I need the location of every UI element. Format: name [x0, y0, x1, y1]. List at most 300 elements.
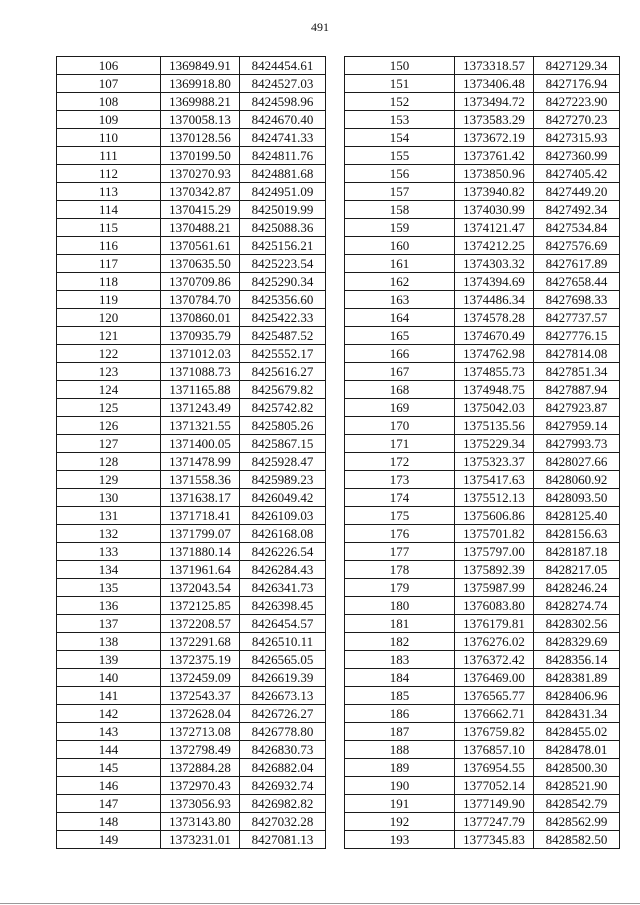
table-row	[57, 273, 326, 291]
x-coordinate-cell: 1372375.19	[161, 651, 240, 669]
y-coordinate-cell: 8425989.23	[240, 471, 326, 489]
point-number-cell: 118	[57, 273, 161, 291]
x-coordinate-cell: 1373231.01	[161, 831, 240, 849]
y-coordinate-cell: 8428246.24	[534, 579, 620, 597]
point-number-cell: 175	[345, 507, 455, 525]
point-number-cell: 160	[345, 237, 455, 255]
x-coordinate-cell: 1374394.69	[455, 273, 534, 291]
x-coordinate-cell: 1370415.29	[161, 201, 240, 219]
point-number-cell: 117	[57, 255, 161, 273]
x-coordinate-cell: 1377345.83	[455, 831, 534, 849]
table-row	[57, 219, 326, 237]
table-row	[345, 417, 620, 435]
point-number-cell: 115	[57, 219, 161, 237]
point-number-cell: 146	[57, 777, 161, 795]
x-coordinate-cell: 1373850.96	[455, 165, 534, 183]
x-coordinate-cell: 1370342.87	[161, 183, 240, 201]
x-coordinate-cell: 1373761.42	[455, 147, 534, 165]
table-row	[345, 705, 620, 723]
table-row	[57, 93, 326, 111]
point-number-cell: 128	[57, 453, 161, 471]
point-number-cell: 119	[57, 291, 161, 309]
point-number-cell: 183	[345, 651, 455, 669]
point-number-cell: 116	[57, 237, 161, 255]
table-row	[345, 471, 620, 489]
point-number-cell: 126	[57, 417, 161, 435]
y-coordinate-cell: 8428125.40	[534, 507, 620, 525]
y-coordinate-cell: 8427814.08	[534, 345, 620, 363]
y-coordinate-cell: 8425679.82	[240, 381, 326, 399]
x-coordinate-cell: 1375987.99	[455, 579, 534, 597]
table-row	[57, 561, 326, 579]
x-coordinate-cell: 1377052.14	[455, 777, 534, 795]
y-coordinate-cell: 8425552.17	[240, 345, 326, 363]
y-coordinate-cell: 8428381.89	[534, 669, 620, 687]
x-coordinate-cell: 1371165.88	[161, 381, 240, 399]
x-coordinate-cell: 1370199.50	[161, 147, 240, 165]
x-coordinate-cell: 1376276.02	[455, 633, 534, 651]
point-number-cell: 153	[345, 111, 455, 129]
table-row	[57, 201, 326, 219]
table-row	[57, 507, 326, 525]
table-row	[57, 525, 326, 543]
table-row	[345, 75, 620, 93]
x-coordinate-cell: 1371558.36	[161, 471, 240, 489]
x-coordinate-cell: 1372543.37	[161, 687, 240, 705]
point-number-cell: 121	[57, 327, 161, 345]
point-number-cell: 107	[57, 75, 161, 93]
y-coordinate-cell: 8427270.23	[534, 111, 620, 129]
x-coordinate-cell: 1376372.42	[455, 651, 534, 669]
point-number-cell: 178	[345, 561, 455, 579]
x-coordinate-cell: 1372798.49	[161, 741, 240, 759]
y-coordinate-cell: 8428356.14	[534, 651, 620, 669]
y-coordinate-cell: 8426565.05	[240, 651, 326, 669]
y-coordinate-cell: 8428521.90	[534, 777, 620, 795]
x-coordinate-cell: 1376179.81	[455, 615, 534, 633]
point-number-cell: 182	[345, 633, 455, 651]
point-number-cell: 141	[57, 687, 161, 705]
point-number-cell: 166	[345, 345, 455, 363]
x-coordinate-cell: 1369988.21	[161, 93, 240, 111]
table-row	[57, 759, 326, 777]
y-coordinate-cell: 8424811.76	[240, 147, 326, 165]
table-row	[345, 561, 620, 579]
point-number-cell: 140	[57, 669, 161, 687]
point-number-cell: 187	[345, 723, 455, 741]
x-coordinate-cell: 1371638.17	[161, 489, 240, 507]
y-coordinate-cell: 8426284.43	[240, 561, 326, 579]
x-coordinate-cell: 1370935.79	[161, 327, 240, 345]
point-number-cell: 120	[57, 309, 161, 327]
point-number-cell: 155	[345, 147, 455, 165]
point-number-cell: 159	[345, 219, 455, 237]
point-number-cell: 157	[345, 183, 455, 201]
x-coordinate-cell: 1373406.48	[455, 75, 534, 93]
point-number-cell: 161	[345, 255, 455, 273]
x-coordinate-cell: 1370561.61	[161, 237, 240, 255]
point-number-cell: 172	[345, 453, 455, 471]
y-coordinate-cell: 8424741.33	[240, 129, 326, 147]
x-coordinate-cell: 1374030.99	[455, 201, 534, 219]
y-coordinate-cell: 8427923.87	[534, 399, 620, 417]
y-coordinate-cell: 8427658.44	[534, 273, 620, 291]
x-coordinate-cell: 1373583.29	[455, 111, 534, 129]
y-coordinate-cell: 8427315.93	[534, 129, 620, 147]
table-row	[57, 723, 326, 741]
table-row	[345, 219, 620, 237]
y-coordinate-cell: 8426830.73	[240, 741, 326, 759]
point-number-cell: 186	[345, 705, 455, 723]
table-row	[345, 255, 620, 273]
y-coordinate-cell: 8426168.08	[240, 525, 326, 543]
table-row	[345, 381, 620, 399]
y-coordinate-cell: 8428093.50	[534, 489, 620, 507]
x-coordinate-cell: 1376565.77	[455, 687, 534, 705]
y-coordinate-cell: 8428406.96	[534, 687, 620, 705]
table-row	[345, 633, 620, 651]
y-coordinate-cell: 8426673.13	[240, 687, 326, 705]
x-coordinate-cell: 1371718.41	[161, 507, 240, 525]
table-row	[57, 741, 326, 759]
point-number-cell: 125	[57, 399, 161, 417]
point-number-cell: 122	[57, 345, 161, 363]
x-coordinate-cell: 1369918.80	[161, 75, 240, 93]
y-coordinate-cell: 8427405.42	[534, 165, 620, 183]
x-coordinate-cell: 1370488.21	[161, 219, 240, 237]
table-row	[345, 57, 620, 75]
table-row	[57, 381, 326, 399]
point-number-cell: 165	[345, 327, 455, 345]
y-coordinate-cell: 8428562.99	[534, 813, 620, 831]
x-coordinate-cell: 1375229.34	[455, 435, 534, 453]
y-coordinate-cell: 8424670.40	[240, 111, 326, 129]
x-coordinate-cell: 1372291.68	[161, 633, 240, 651]
point-number-cell: 110	[57, 129, 161, 147]
x-coordinate-cell: 1376857.10	[455, 741, 534, 759]
table-row	[57, 543, 326, 561]
point-number-cell: 162	[345, 273, 455, 291]
y-coordinate-cell: 8426982.82	[240, 795, 326, 813]
y-coordinate-cell: 8427993.73	[534, 435, 620, 453]
x-coordinate-cell: 1371088.73	[161, 363, 240, 381]
point-number-cell: 149	[57, 831, 161, 849]
point-number-cell: 150	[345, 57, 455, 75]
y-coordinate-cell: 8427617.89	[534, 255, 620, 273]
x-coordinate-cell: 1370128.56	[161, 129, 240, 147]
x-coordinate-cell: 1373056.93	[161, 795, 240, 813]
point-number-cell: 151	[345, 75, 455, 93]
point-number-cell: 123	[57, 363, 161, 381]
y-coordinate-cell: 8427223.90	[534, 93, 620, 111]
x-coordinate-cell: 1375606.86	[455, 507, 534, 525]
point-number-cell: 163	[345, 291, 455, 309]
y-coordinate-cell: 8425156.21	[240, 237, 326, 255]
table-row	[345, 273, 620, 291]
x-coordinate-cell: 1369849.91	[161, 57, 240, 75]
y-coordinate-cell: 8426226.54	[240, 543, 326, 561]
table-row	[57, 597, 326, 615]
table-row	[345, 813, 620, 831]
x-coordinate-cell: 1370784.70	[161, 291, 240, 309]
x-coordinate-cell: 1371243.49	[161, 399, 240, 417]
y-coordinate-cell: 8425487.52	[240, 327, 326, 345]
point-number-cell: 133	[57, 543, 161, 561]
x-coordinate-cell: 1370635.50	[161, 255, 240, 273]
y-coordinate-cell: 8428156.63	[534, 525, 620, 543]
x-coordinate-cell: 1375323.37	[455, 453, 534, 471]
table-row	[57, 363, 326, 381]
y-coordinate-cell: 8427449.20	[534, 183, 620, 201]
y-coordinate-cell: 8428060.92	[534, 471, 620, 489]
table-row	[57, 831, 326, 849]
table-row	[57, 453, 326, 471]
x-coordinate-cell: 1372713.08	[161, 723, 240, 741]
table-row	[57, 327, 326, 345]
x-coordinate-cell: 1372208.57	[161, 615, 240, 633]
x-coordinate-cell: 1376083.80	[455, 597, 534, 615]
table-row	[345, 93, 620, 111]
table-row	[345, 507, 620, 525]
x-coordinate-cell: 1375797.00	[455, 543, 534, 561]
point-number-cell: 139	[57, 651, 161, 669]
point-number-cell: 148	[57, 813, 161, 831]
point-number-cell: 171	[345, 435, 455, 453]
x-coordinate-cell: 1370860.01	[161, 309, 240, 327]
point-number-cell: 164	[345, 309, 455, 327]
x-coordinate-cell: 1373318.57	[455, 57, 534, 75]
page-number: 491	[311, 20, 329, 34]
point-number-cell: 124	[57, 381, 161, 399]
y-coordinate-cell: 8425088.36	[240, 219, 326, 237]
table-row	[345, 723, 620, 741]
table-row	[345, 543, 620, 561]
point-number-cell: 189	[345, 759, 455, 777]
table-row	[345, 291, 620, 309]
y-coordinate-cell: 8426726.27	[240, 705, 326, 723]
table-row	[345, 597, 620, 615]
y-coordinate-cell: 8424951.09	[240, 183, 326, 201]
x-coordinate-cell: 1374670.49	[455, 327, 534, 345]
point-number-cell: 152	[345, 93, 455, 111]
point-number-cell: 127	[57, 435, 161, 453]
table-row	[57, 255, 326, 273]
table-row	[345, 201, 620, 219]
point-number-cell: 137	[57, 615, 161, 633]
point-number-cell: 109	[57, 111, 161, 129]
point-number-cell: 192	[345, 813, 455, 831]
x-coordinate-cell: 1376469.00	[455, 669, 534, 687]
table-row	[57, 183, 326, 201]
y-coordinate-cell: 8428582.50	[534, 831, 620, 849]
point-number-cell: 179	[345, 579, 455, 597]
y-coordinate-cell: 8425223.54	[240, 255, 326, 273]
point-number-cell: 135	[57, 579, 161, 597]
y-coordinate-cell: 8428542.79	[534, 795, 620, 813]
table-row	[57, 669, 326, 687]
point-number-cell: 154	[345, 129, 455, 147]
point-number-cell: 134	[57, 561, 161, 579]
table-row	[57, 435, 326, 453]
x-coordinate-cell: 1371799.07	[161, 525, 240, 543]
table-row	[345, 687, 620, 705]
x-coordinate-cell: 1375042.03	[455, 399, 534, 417]
table-row	[57, 471, 326, 489]
y-coordinate-cell: 8425616.27	[240, 363, 326, 381]
table-row	[57, 651, 326, 669]
y-coordinate-cell: 8426932.74	[240, 777, 326, 795]
x-coordinate-cell: 1371012.03	[161, 345, 240, 363]
x-coordinate-cell: 1370270.93	[161, 165, 240, 183]
table-row	[345, 345, 620, 363]
point-number-cell: 176	[345, 525, 455, 543]
table-row	[57, 813, 326, 831]
table-row	[57, 75, 326, 93]
table-row	[345, 309, 620, 327]
point-number-cell: 106	[57, 57, 161, 75]
point-number-cell: 181	[345, 615, 455, 633]
table-row	[57, 417, 326, 435]
y-coordinate-cell: 8427737.57	[534, 309, 620, 327]
y-coordinate-cell: 8427776.15	[534, 327, 620, 345]
y-coordinate-cell: 8428217.05	[534, 561, 620, 579]
y-coordinate-cell: 8426510.11	[240, 633, 326, 651]
table-row	[345, 111, 620, 129]
point-number-cell: 188	[345, 741, 455, 759]
table-row	[57, 165, 326, 183]
y-coordinate-cell: 8428455.02	[534, 723, 620, 741]
point-number-cell: 145	[57, 759, 161, 777]
point-number-cell: 191	[345, 795, 455, 813]
y-coordinate-cell: 8428329.69	[534, 633, 620, 651]
y-coordinate-cell: 8427176.94	[534, 75, 620, 93]
x-coordinate-cell: 1373143.80	[161, 813, 240, 831]
y-coordinate-cell: 8426398.45	[240, 597, 326, 615]
x-coordinate-cell: 1372970.43	[161, 777, 240, 795]
y-coordinate-cell: 8427129.34	[534, 57, 620, 75]
y-coordinate-cell: 8424881.68	[240, 165, 326, 183]
y-coordinate-cell: 8426049.42	[240, 489, 326, 507]
point-number-cell: 111	[57, 147, 161, 165]
table-row	[57, 399, 326, 417]
x-coordinate-cell: 1374578.28	[455, 309, 534, 327]
x-coordinate-cell: 1373672.19	[455, 129, 534, 147]
point-number-cell: 170	[345, 417, 455, 435]
x-coordinate-cell: 1371478.99	[161, 453, 240, 471]
y-coordinate-cell: 8427576.69	[534, 237, 620, 255]
table-row	[345, 741, 620, 759]
x-coordinate-cell: 1376954.55	[455, 759, 534, 777]
table-row	[57, 345, 326, 363]
x-coordinate-cell: 1374212.25	[455, 237, 534, 255]
y-coordinate-cell: 8424527.03	[240, 75, 326, 93]
point-number-cell: 193	[345, 831, 455, 849]
point-number-cell: 184	[345, 669, 455, 687]
point-number-cell: 174	[345, 489, 455, 507]
y-coordinate-cell: 8425356.60	[240, 291, 326, 309]
x-coordinate-cell: 1375892.39	[455, 561, 534, 579]
y-coordinate-cell: 8425805.26	[240, 417, 326, 435]
y-coordinate-cell: 8426454.57	[240, 615, 326, 633]
x-coordinate-cell: 1374121.47	[455, 219, 534, 237]
table-row	[57, 147, 326, 165]
x-coordinate-cell: 1372043.54	[161, 579, 240, 597]
x-coordinate-cell: 1374303.32	[455, 255, 534, 273]
table-row	[345, 129, 620, 147]
x-coordinate-cell: 1377149.90	[455, 795, 534, 813]
y-coordinate-cell: 8427698.33	[534, 291, 620, 309]
table-row	[57, 705, 326, 723]
x-coordinate-cell: 1377247.79	[455, 813, 534, 831]
point-number-cell: 142	[57, 705, 161, 723]
point-number-cell: 177	[345, 543, 455, 561]
y-coordinate-cell: 8427360.99	[534, 147, 620, 165]
x-coordinate-cell: 1370709.86	[161, 273, 240, 291]
y-coordinate-cell: 8425742.82	[240, 399, 326, 417]
x-coordinate-cell: 1372628.04	[161, 705, 240, 723]
table-row	[345, 831, 620, 849]
y-coordinate-cell: 8425928.47	[240, 453, 326, 471]
table-row	[345, 579, 620, 597]
point-number-cell: 158	[345, 201, 455, 219]
x-coordinate-cell: 1372125.85	[161, 597, 240, 615]
point-number-cell: 131	[57, 507, 161, 525]
y-coordinate-cell: 8426341.73	[240, 579, 326, 597]
table-row	[345, 327, 620, 345]
table-row	[57, 579, 326, 597]
x-coordinate-cell: 1373494.72	[455, 93, 534, 111]
y-coordinate-cell: 8427887.94	[534, 381, 620, 399]
table-row	[345, 525, 620, 543]
coordinates-table-right	[344, 56, 620, 849]
point-number-cell: 114	[57, 201, 161, 219]
table-row	[57, 633, 326, 651]
y-coordinate-cell: 8427959.14	[534, 417, 620, 435]
y-coordinate-cell: 8427534.84	[534, 219, 620, 237]
y-coordinate-cell: 8428274.74	[534, 597, 620, 615]
table-row	[57, 291, 326, 309]
x-coordinate-cell: 1376759.82	[455, 723, 534, 741]
y-coordinate-cell: 8427851.34	[534, 363, 620, 381]
point-number-cell: 130	[57, 489, 161, 507]
point-number-cell: 156	[345, 165, 455, 183]
x-coordinate-cell: 1371880.14	[161, 543, 240, 561]
bottom-rule	[0, 903, 640, 904]
table-row	[57, 795, 326, 813]
table-row	[57, 615, 326, 633]
point-number-cell: 180	[345, 597, 455, 615]
y-coordinate-cell: 8426882.04	[240, 759, 326, 777]
x-coordinate-cell: 1374855.73	[455, 363, 534, 381]
table-row	[345, 777, 620, 795]
point-number-cell: 190	[345, 777, 455, 795]
table-row	[345, 759, 620, 777]
point-number-cell: 173	[345, 471, 455, 489]
table-row	[345, 147, 620, 165]
y-coordinate-cell: 8428478.01	[534, 741, 620, 759]
y-coordinate-cell: 8428431.34	[534, 705, 620, 723]
table-row	[345, 435, 620, 453]
table-row	[57, 111, 326, 129]
table-row	[345, 489, 620, 507]
table-row	[345, 615, 620, 633]
x-coordinate-cell: 1371321.55	[161, 417, 240, 435]
x-coordinate-cell: 1371961.64	[161, 561, 240, 579]
y-coordinate-cell: 8426778.80	[240, 723, 326, 741]
table-row	[345, 165, 620, 183]
point-number-cell: 108	[57, 93, 161, 111]
table-row	[345, 237, 620, 255]
